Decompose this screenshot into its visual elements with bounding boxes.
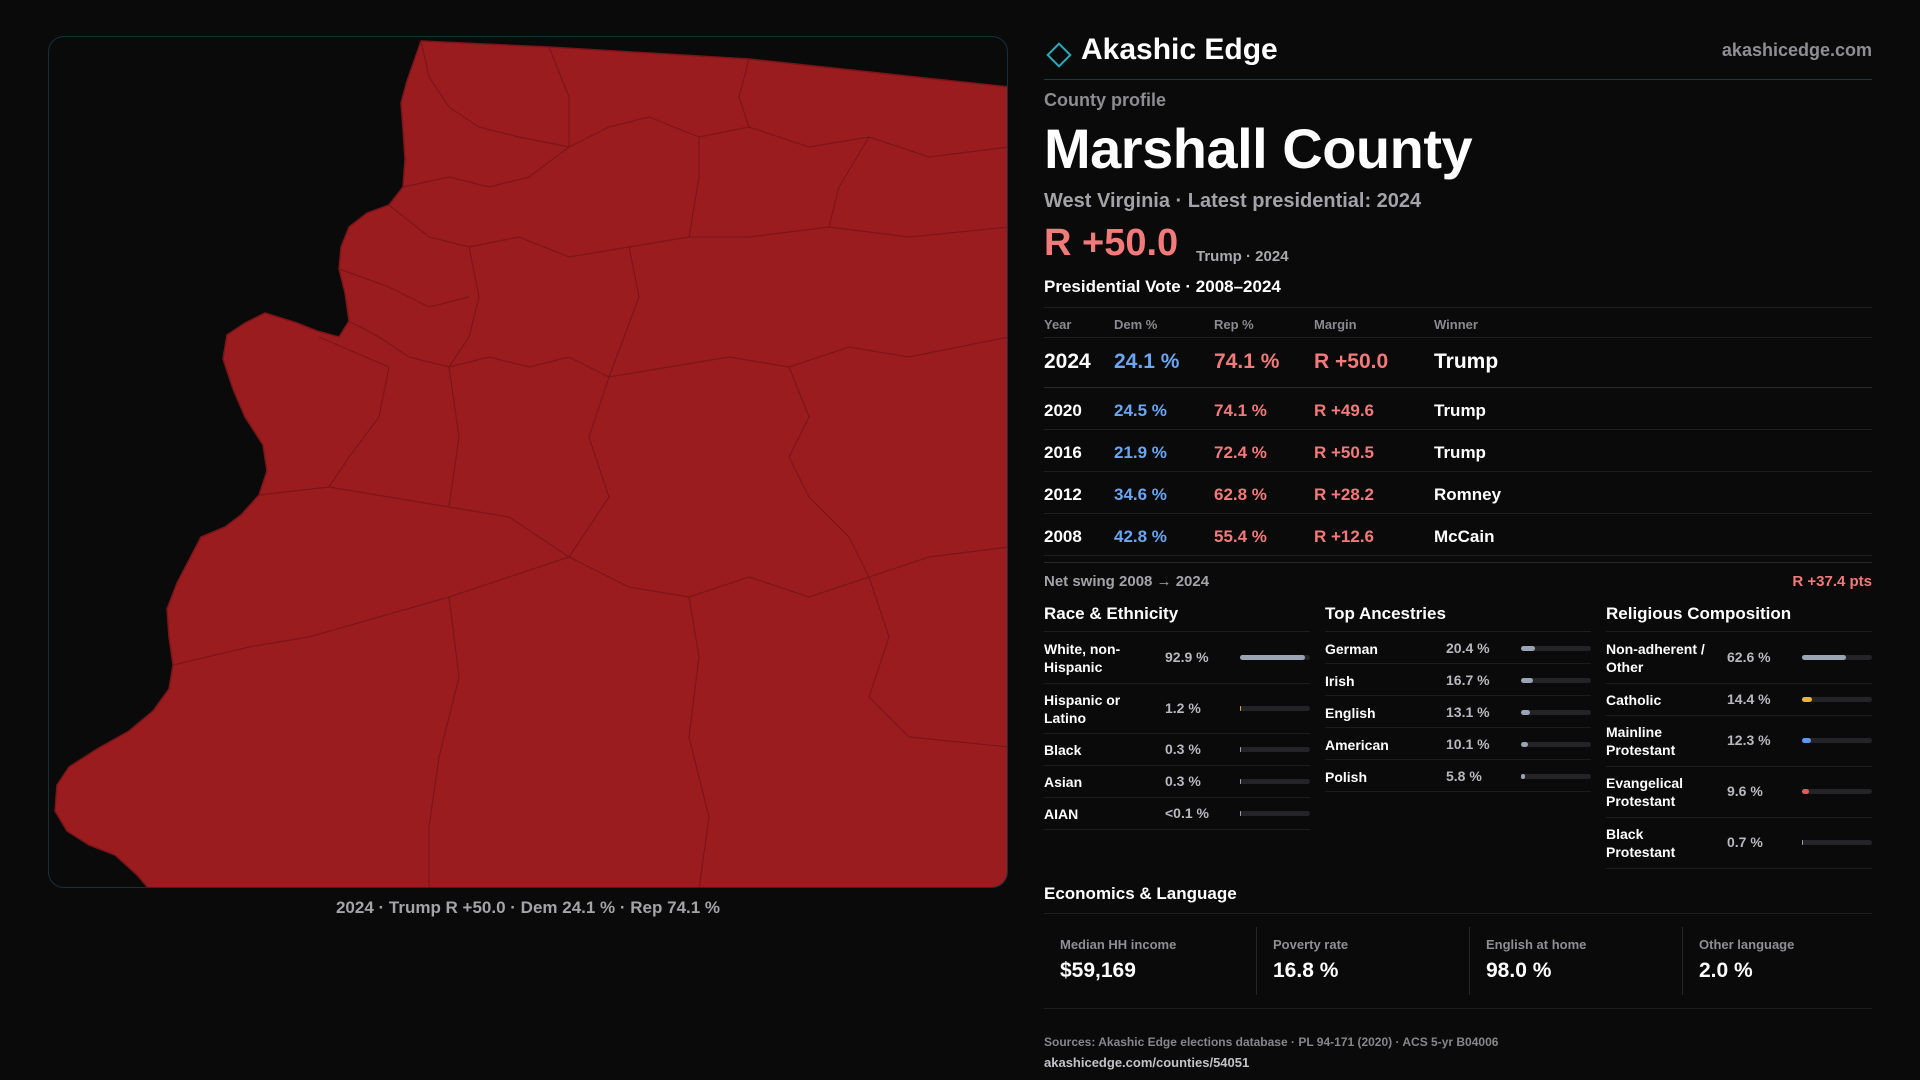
religion-label: Black Protestant [1606,826,1676,860]
state-line: West Virginia · Latest presidential: 2024 [1044,190,1422,212]
county-profile-panel [1044,30,1872,1070]
county-map[interactable] [48,36,1008,888]
economics-title: Economics & Language [1044,884,1872,914]
econ-value: 98.0 % [1486,959,1552,982]
ancestry-value: 20.4 % [1446,640,1490,656]
race-bar-fill [1240,706,1241,711]
sources-note: Sources: Akashic Edge elections database · PL 94-171 (2020) · ACS 5-yr B04006 [1044,1035,1499,1049]
table-row[interactable] [1044,514,1872,556]
econ-value: 2.0 % [1699,959,1753,982]
race-label: Black [1044,742,1082,758]
county-map-svg [49,37,1008,888]
cell-dem: 24.1 % [1114,350,1180,373]
site-url[interactable]: akashicedge.com [1721,40,1872,60]
cell-rep: 55.4 % [1214,527,1267,546]
column-header-margin: Margin [1314,317,1357,332]
econ-label: Poverty rate [1273,937,1349,952]
race-bar-track [1240,811,1310,816]
list-item [1606,767,1872,818]
list-item [1606,684,1872,716]
econ-stat-poverty [1256,927,1468,995]
race-label: Hispanic or Latino [1044,692,1121,726]
religion-bar-track [1802,840,1872,845]
race-bar-track [1240,706,1310,711]
vote-table [1044,307,1872,556]
column-header-winner: Winner [1434,317,1478,332]
race-bar-track [1240,655,1310,660]
religion-bar-fill [1802,655,1846,660]
cell-margin: R +12.6 [1314,527,1375,546]
religion-bar-track [1802,697,1872,702]
econ-stat-english [1469,927,1681,995]
ancestry-bar-fill [1521,678,1533,683]
race-value: 0.3 % [1165,741,1201,757]
religion-label: Catholic [1606,692,1662,708]
map-caption: 2024 · Trump R +50.0 · Dem 24.1 % · Rep 74.1 % [335,898,721,917]
cell-margin: R +50.5 [1314,443,1375,462]
race-value: 92.9 % [1165,649,1209,665]
net-swing [1044,562,1872,592]
econ-label: English at home [1486,937,1587,952]
table-row[interactable] [1044,430,1872,472]
religion-section [1606,602,1872,869]
ancestry-bar-track [1521,646,1591,651]
cell-rep: 62.8 % [1214,485,1267,504]
cell-rep: 72.4 % [1214,443,1267,462]
list-item [1325,664,1591,696]
cell-winner: Romney [1434,485,1502,504]
race-bar-track [1240,779,1310,784]
econ-label: Median HH income [1060,937,1177,952]
list-item [1325,632,1591,664]
religion-bar-track [1802,655,1872,660]
race-label: AIAN [1044,806,1079,822]
column-header-year: Year [1044,317,1072,332]
cell-year: 2024 [1044,350,1091,373]
cell-margin: R +28.2 [1314,485,1375,504]
list-item [1044,684,1310,734]
cell-margin: R +49.6 [1314,401,1375,420]
ancestry-value: 10.1 % [1446,736,1490,752]
ancestry-label: English [1325,705,1376,721]
brand-name[interactable]: Akashic Edge [1081,33,1278,66]
headline-margin: R +50.0 [1044,222,1179,264]
list-item [1325,696,1591,728]
religion-value: 12.3 % [1727,732,1771,748]
cell-winner: McCain [1434,527,1495,546]
cell-winner: Trump [1434,443,1486,462]
economics-grid [1044,927,1872,1009]
list-item [1325,728,1591,760]
religion-value: 9.6 % [1727,783,1763,799]
cell-year: 2016 [1044,443,1082,462]
profile-kicker: County profile [1044,90,1166,110]
cell-dem: 34.6 % [1114,485,1167,504]
religion-bar-fill [1802,697,1812,702]
ancestries-section [1325,602,1591,792]
ancestry-value: 5.8 % [1446,768,1482,784]
list-item [1325,760,1591,792]
religion-bar-track [1802,738,1872,743]
cell-margin: R +50.0 [1314,350,1389,373]
ancestry-bar-fill [1521,646,1535,651]
net-swing-value: R +37.4 pts [1792,573,1872,590]
econ-value: 16.8 % [1273,959,1339,982]
religion-bar-fill [1802,789,1809,794]
ancestry-bar-track [1521,678,1591,683]
cell-year: 2012 [1044,485,1082,504]
list-item [1606,632,1872,684]
ancestry-bar-fill [1521,710,1530,715]
list-item [1044,632,1310,684]
religion-label: Non-adherent / Other [1606,641,1705,675]
ancestry-label: German [1325,641,1378,657]
religion-title: Religious Composition [1606,602,1872,632]
list-item [1606,818,1872,869]
cell-rep: 74.1 % [1214,401,1267,420]
religion-bar-fill [1802,738,1811,743]
ancestry-bar-track [1521,774,1591,779]
ancestry-bar-fill [1521,742,1528,747]
list-item [1044,766,1310,798]
county-shape[interactable] [55,41,1008,888]
table-row[interactable] [1044,472,1872,514]
headline-margin-subtitle: Trump · 2024 [1196,248,1289,265]
cell-winner: Trump [1434,401,1486,420]
race-label: White, non-Hispanic [1044,641,1121,675]
race-bar-fill [1240,655,1305,660]
cell-rep: 74.1 % [1214,350,1280,373]
ancestry-value: 16.7 % [1446,672,1490,688]
cell-winner: Trump [1434,350,1499,373]
cell-year: 2020 [1044,401,1082,420]
county-permalink[interactable]: akashicedge.com/counties/54051 [1044,1055,1250,1070]
econ-label: Other language [1699,937,1795,952]
cell-dem: 21.9 % [1114,443,1167,462]
column-header-rep: Rep % [1214,317,1254,332]
diamond-icon [1046,42,1072,68]
race-bar-track [1240,747,1310,752]
cell-year: 2008 [1044,527,1082,546]
column-header-dem: Dem % [1114,317,1158,332]
race-ethnicity-title: Race & Ethnicity [1044,602,1310,632]
religion-value: 0.7 % [1727,834,1763,850]
net-swing-label: Net swing 2008 → 2024 [1044,573,1210,590]
ancestry-label: Polish [1325,769,1368,785]
ancestry-bar-track [1521,710,1591,715]
vote-table-title: Presidential Vote · 2008–2024 [1044,277,1281,296]
econ-stat-income [1044,927,1256,995]
list-item [1606,716,1872,767]
religion-value: 14.4 % [1727,691,1771,707]
table-row[interactable] [1044,388,1872,430]
religion-value: 62.6 % [1727,649,1771,665]
econ-stat-other-language [1682,927,1894,995]
header [1044,30,1872,80]
ancestry-value: 13.1 % [1446,704,1490,720]
econ-value: $59,169 [1060,959,1136,982]
table-row[interactable] [1044,338,1872,388]
race-ethnicity-section [1044,602,1310,830]
county-title: Marshall County [1044,117,1473,180]
ancestry-bar-fill [1521,774,1525,779]
vote-table-header [1044,308,1872,338]
ancestries-title: Top Ancestries [1325,602,1591,632]
ancestry-label: American [1325,737,1389,753]
religion-label: Evangelical Protestant [1606,775,1684,809]
list-item [1044,734,1310,766]
race-value: 0.3 % [1165,773,1201,789]
cell-dem: 42.8 % [1114,527,1167,546]
religion-bar-track [1802,789,1872,794]
race-label: Asian [1044,774,1083,790]
ancestry-bar-track [1521,742,1591,747]
race-value: <0.1 % [1165,805,1209,821]
ancestry-label: Irish [1325,673,1355,689]
religion-label: Mainline Protestant [1606,724,1676,758]
race-value: 1.2 % [1165,700,1201,716]
cell-dem: 24.5 % [1114,401,1167,420]
list-item [1044,798,1310,830]
